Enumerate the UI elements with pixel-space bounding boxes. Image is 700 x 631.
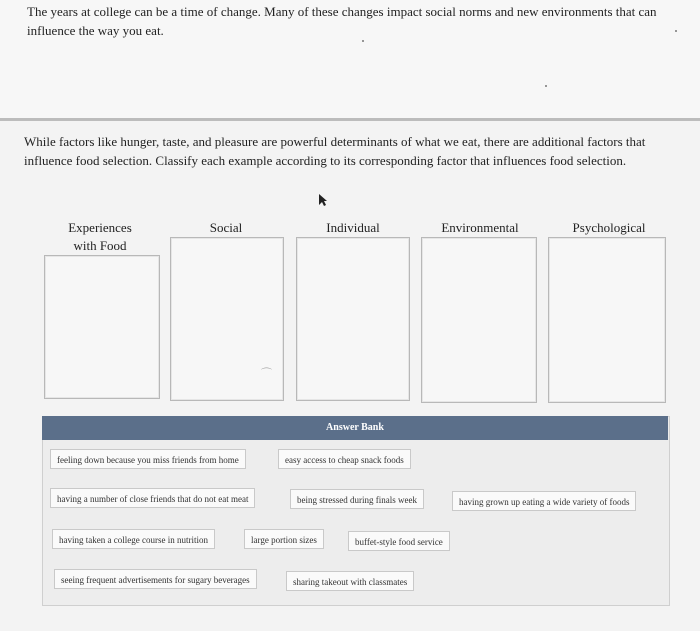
category-label-individual: Individual <box>326 220 380 235</box>
mouse-pointer-icon <box>318 193 328 207</box>
answer-chip[interactable]: having taken a college course in nutrition <box>52 529 215 549</box>
answer-chip[interactable]: large portion sizes <box>244 529 324 549</box>
answer-bank-title: Answer Bank <box>42 416 668 440</box>
dust-dot <box>545 85 547 87</box>
drop-zone-individual[interactable] <box>296 237 410 401</box>
answer-chip[interactable]: having grown up eating a wide variety of foods <box>452 491 636 511</box>
intro-text: The years at college can be a time of change. Many of these changes impact social norms and new environments that can influence the way you eat. <box>27 4 657 38</box>
category-label-environmental: Environmental <box>441 220 519 235</box>
answer-chip[interactable]: feeling down because you miss friends from home <box>50 449 246 469</box>
answer-chip[interactable]: sharing takeout with classmates <box>286 571 414 591</box>
category-label-social: Social <box>209 220 243 235</box>
category-label-experiences: Experiences with Food <box>68 220 132 253</box>
answer-chip[interactable]: easy access to cheap snack foods <box>278 449 411 469</box>
category-label-psychological: Psychological <box>572 220 646 235</box>
question-instructions: While factors like hunger, taste, and pleasure are powerful determinants of what we eat, there are additional factors that influence food selection. Classify each example according to its corresponding factor that influences food selection. <box>24 134 646 168</box>
answer-chip[interactable]: having a number of close friends that do not eat meat <box>50 488 255 508</box>
drop-zone-experiences[interactable] <box>44 255 160 399</box>
answer-chip[interactable]: buffet-style food service <box>348 531 450 551</box>
drop-zone-psychological[interactable] <box>548 237 666 403</box>
text-cursor-icon: ⌒ <box>261 368 272 380</box>
dust-dot <box>675 30 677 32</box>
answer-chip[interactable]: being stressed during finals week <box>290 489 424 509</box>
drop-zone-environmental[interactable] <box>421 237 537 403</box>
answer-chip[interactable]: seeing frequent advertisements for sugary beverages <box>54 569 257 589</box>
dust-dot <box>362 40 364 42</box>
